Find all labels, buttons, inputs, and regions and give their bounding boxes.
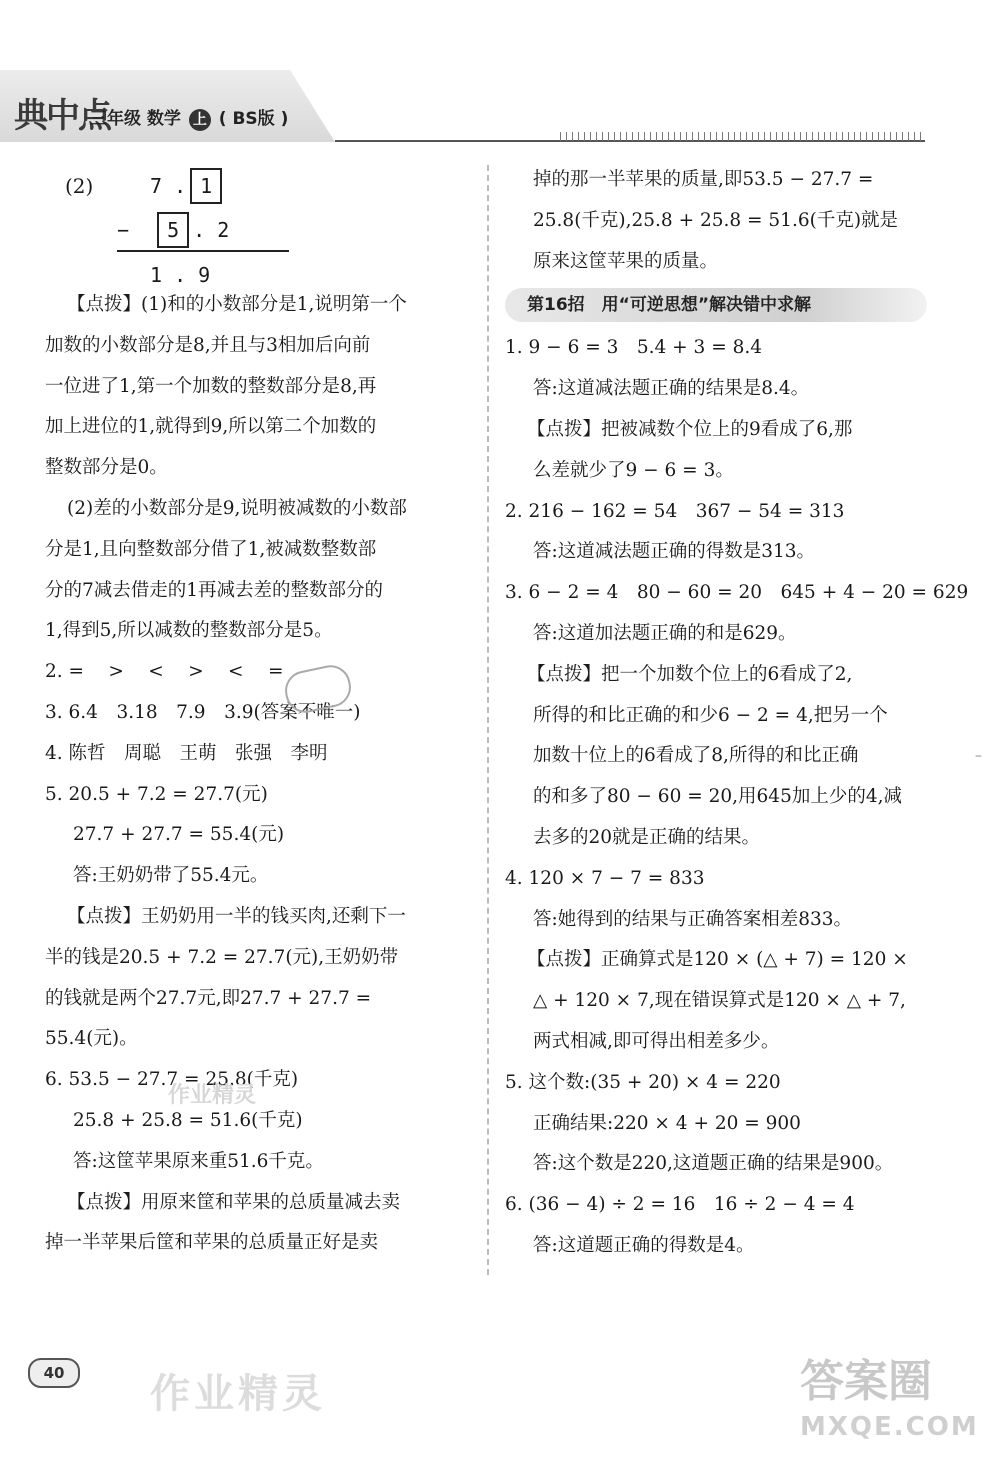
answer-box-2: 5 (157, 212, 189, 248)
right-column (505, 160, 969, 1267)
answer-line: 5. 这个数:(35 + 20) × 4 = 220 (505, 1071, 781, 1093)
answer-line: 6. (36 − 4) ÷ 2 = 16 16 ÷ 2 − 4 = 4 (505, 1194, 855, 1216)
text-line: 答:这道题正确的得数是4。 (533, 1234, 755, 1256)
minus-sign: − (117, 218, 130, 242)
watermark-mid: 作业精灵 (168, 1083, 257, 1108)
minuend-row (150, 166, 226, 207)
text-line: 27.7 + 27.7 = 55.4(元) (73, 824, 285, 846)
answer-line: 4. 陈哲 周聪 王萌 张强 李明 (45, 742, 328, 764)
text-line: 【点拨】正确算式是120 × (△ + 7) = 120 × (527, 949, 908, 971)
edition-label: ( BS版 ) (218, 109, 289, 129)
subtrahend-digits: . 2 (193, 218, 230, 242)
text-line: 【点拨】把一个加数个位上的6看成了2, (527, 663, 853, 685)
text-line: 【点拨】(1)和的小数部分是1,说明第一个 (67, 294, 407, 315)
answer-line: 5. 20.5 + 7.2 = 27.7(元) (45, 783, 268, 805)
series-logo: 典中点 (14, 96, 110, 136)
text-line: 分的7减去借走的1再减去差的整数部分的 (45, 579, 384, 601)
page-header (0, 60, 1000, 150)
answer-line: 4. 120 × 7 − 7 = 833 (505, 867, 705, 889)
difference-row: 1 . 9 (150, 263, 211, 287)
sub-question-label: (2) (65, 174, 94, 198)
text-line: 【点拨】王奶奶用一半的钱买肉,还剩下一 (67, 905, 406, 927)
answer-line: 3. 6.4 3.18 7.9 3.9(答案不唯一) (45, 701, 361, 723)
watermark-text: 作业精灵 (150, 1371, 326, 1417)
result-line (117, 250, 289, 252)
text-line: 半的钱是20.5 + 7.2 = 27.7(元),王奶奶带 (45, 946, 399, 968)
text-line: 的和多了80 − 60 = 20,用645加上少的4,减 (533, 786, 902, 808)
text-line: 加上进位的1,就得到9,所以第二个加数的 (45, 416, 377, 438)
book-subject: 三年级 数学 (90, 109, 181, 129)
text-line: 1,得到5,所以减数的整数部分是5。 (45, 620, 333, 642)
text-line: 答:这道加法题正确的和是629。 (533, 622, 797, 644)
section-title: 第16招 用“可逆思想”解决错中求解 (505, 288, 927, 322)
text-line: 加数十位上的6看成了8,所得的和比正确 (533, 745, 859, 767)
left-column (45, 160, 475, 1264)
text-line: 答:这道减法题正确的得数是313。 (533, 541, 816, 563)
answer-line: 2. 216 − 162 = 54 367 − 54 = 313 (505, 500, 845, 522)
site-url: MXQE.COM (800, 1412, 979, 1442)
text-line: △ + 120 × 7,现在错误算式是120 × △ + 7, (533, 990, 906, 1012)
site-logo: 答案圈 (800, 1356, 932, 1407)
answer-line: 2. = > < > < = (45, 661, 284, 683)
text-line: 正确结果:220 × 4 + 20 = 900 (533, 1112, 801, 1134)
ruler-ticks (560, 132, 925, 141)
text-line: 答:这筐苹果原来重51.6千克。 (73, 1150, 324, 1172)
text-line: 两式相减,即可得出相差多少。 (533, 1030, 780, 1052)
subtrahend-row (117, 210, 229, 251)
text-line: 答:这个数是220,这道题正确的结果是900。 (533, 1153, 894, 1175)
text-line: 么差就少了9 − 6 = 3。 (533, 459, 734, 481)
book-title (90, 104, 288, 131)
text-line: 55.4(元)。 (45, 1028, 138, 1050)
answer-line: 6. 53.5 − 27.7 = 25.8(千克) (45, 1069, 299, 1091)
column-divider (487, 165, 489, 1275)
text-line: 25.8(千克),25.8 + 25.8 = 51.6(千克)就是 (533, 209, 899, 231)
text-line: 一位进了1,第一个加数的整数部分是8,再 (45, 375, 377, 397)
text-line: 掉一半苹果后筐和苹果的总质量正好是卖 (45, 1232, 379, 1254)
text-line: 整数部分是0。 (45, 457, 168, 479)
vertical-subtraction (45, 160, 475, 285)
text-line: 【点拨】把被减数个位上的9看成了6,那 (527, 418, 853, 440)
answer-line: 3. 6 − 2 = 4 80 − 60 = 20 645 + 4 − 20 = 629 (505, 582, 969, 604)
text-line: 所得的和比正确的和少6 − 2 = 4,把另一个 (533, 704, 888, 726)
edge-mark: – (975, 748, 982, 764)
text-line: 答:这道减法题正确的结果是8.4。 (533, 378, 810, 400)
text-line: 掉的那一半苹果的质量,即53.5 − 27.7 = (533, 169, 874, 190)
text-line: 加数的小数部分是8,并且与3相加后向前 (45, 334, 371, 356)
minuend-digits: 7 . (150, 174, 187, 198)
answer-line: 1. 9 − 6 = 3 5.4 + 3 = 8.4 (505, 337, 763, 359)
text-line: 原来这筐苹果的质量。 (533, 250, 719, 272)
volume-badge: 上 (189, 109, 211, 131)
text-line: 去多的20就是正确的结果。 (533, 826, 761, 848)
page-number: 40 (28, 1358, 80, 1388)
text-line: 25.8 + 25.8 = 51.6(千克) (73, 1109, 303, 1131)
text-line: 【点拨】用原来筐和苹果的总质量减去卖 (67, 1191, 401, 1213)
text-line: 答:王奶奶带了55.4元。 (73, 865, 269, 887)
text-line: (2)差的小数部分是9,说明被减数的小数部 (67, 497, 407, 519)
text-line: 的钱就是两个27.7元,即27.7 + 27.7 = (45, 987, 372, 1009)
text-line: 答:她得到的结果与正确答案相差833。 (533, 908, 853, 930)
answer-box-1: 1 (190, 168, 222, 204)
text-line: 分是1,且向整数部分借了1,被减数整数部 (45, 538, 377, 560)
